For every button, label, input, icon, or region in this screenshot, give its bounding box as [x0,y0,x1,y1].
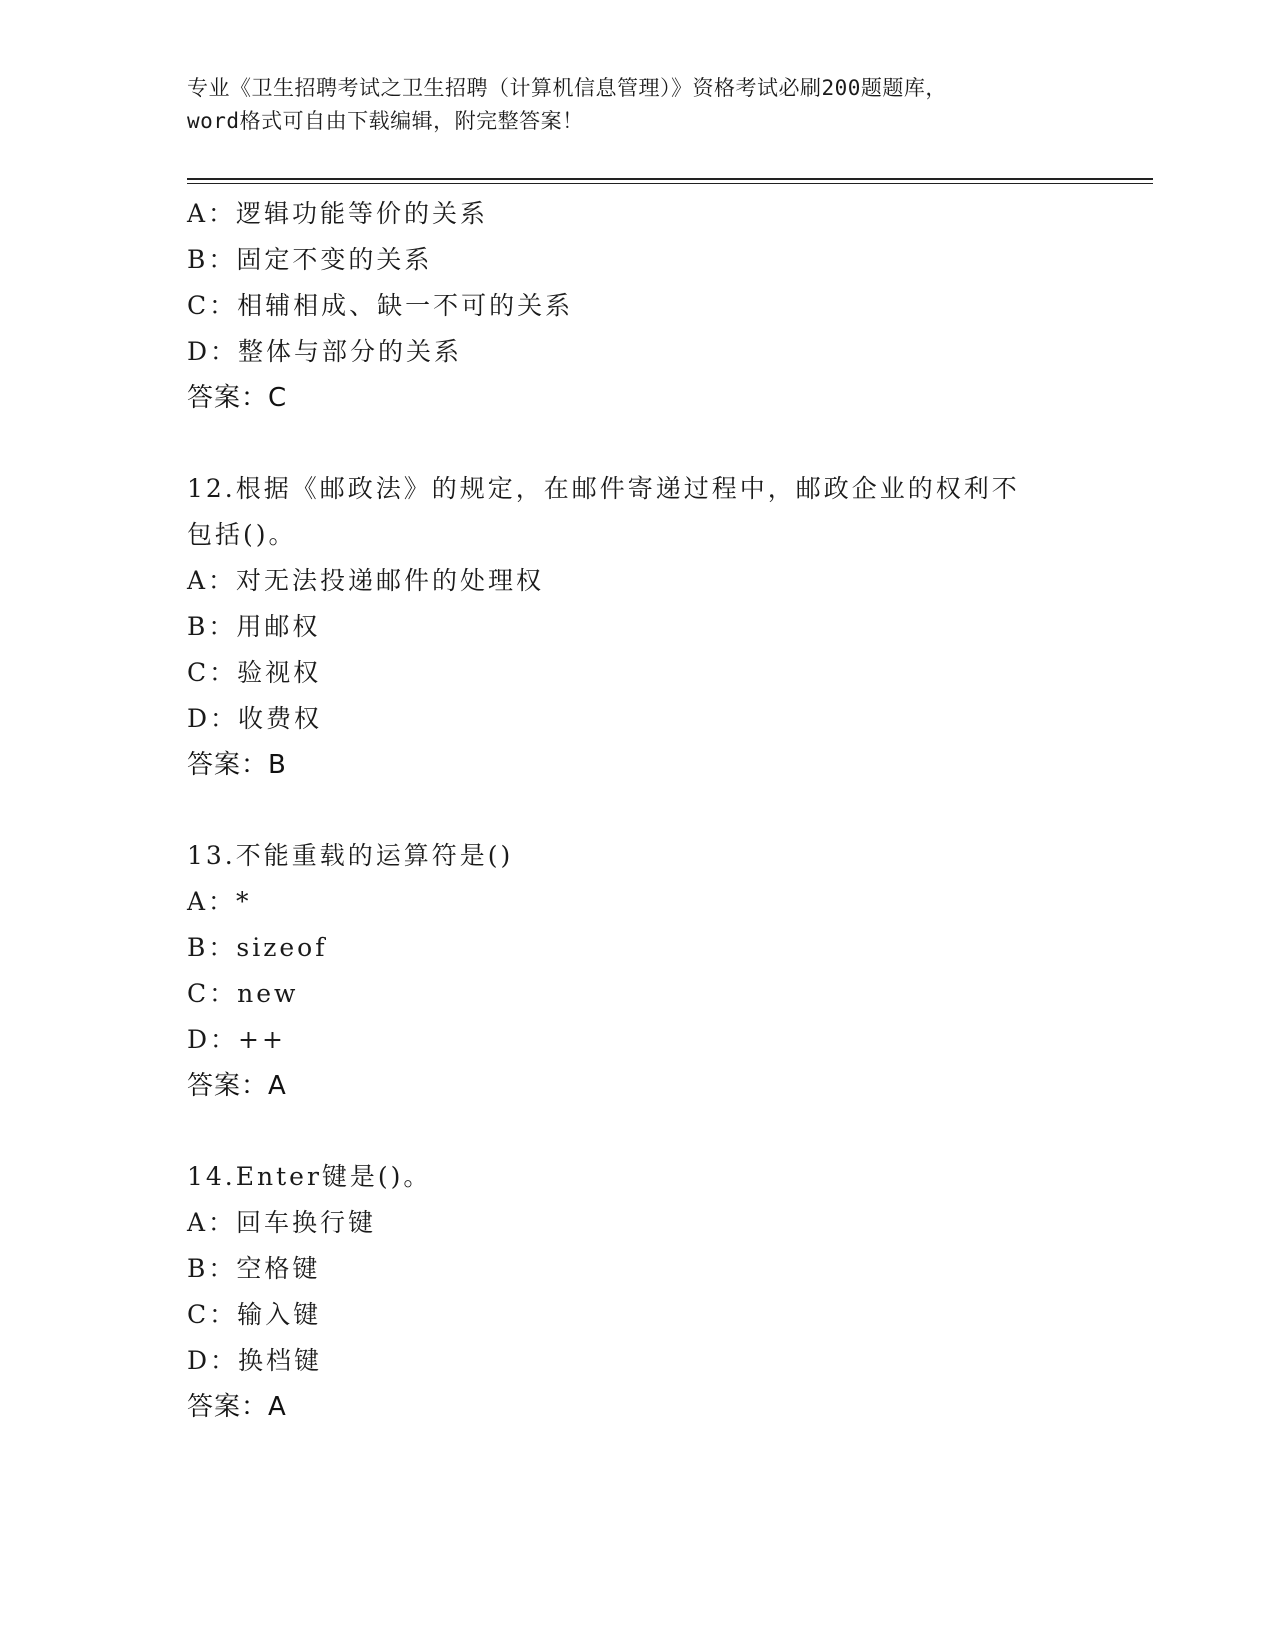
question-text: 14.Enter键是()。 [187,1162,432,1191]
option-b: B：用邮权 [187,612,321,641]
question-block-12 [187,466,1127,788]
option-b: B：sizeof [187,933,328,962]
header-title-line-2: word格式可自由下载编辑，附完整答案！ [187,109,584,133]
option-a: A：对无法投递邮件的处理权 [187,566,545,595]
document-header [187,72,1087,138]
question-list [187,191,1127,1430]
option-a: A：回车换行键 [187,1208,377,1237]
header-divider-thick [187,178,1153,180]
question-block-13 [187,833,1127,1109]
answer-label: 答案：B [187,750,287,780]
option-c: C：输入键 [187,1300,322,1329]
header-title-line-1: 专业《卫生招聘考试之卫生招聘（计算机信息管理）》资格考试必刷200题题库， [187,76,947,100]
option-a: A：* [187,887,252,916]
option-d: D：换档键 [187,1346,323,1375]
question-block-11 [187,191,1127,421]
answer-label: 答案：C [187,383,288,413]
option-b: B：空格键 [187,1254,321,1283]
option-c: C：new [187,979,299,1008]
option-c: C：验视权 [187,658,322,687]
block-spacer [187,421,1127,466]
answer-label: 答案：A [187,1071,287,1101]
question-block-14 [187,1154,1127,1430]
question-text: 13.不能重载的运算符是() [187,841,514,870]
option-d: D：收费权 [187,704,323,733]
block-spacer [187,1109,1127,1154]
question-text: 12.根据《邮政法》的规定，在邮件寄递过程中，邮政企业的权利不包括()。 [187,474,1020,549]
option-a: A：逻辑功能等价的关系 [187,199,489,228]
header-divider-thin [187,183,1153,184]
option-c: C：相辅相成、缺一不可的关系 [187,291,574,320]
option-d: D：整体与部分的关系 [187,337,463,366]
option-d: D：++ [187,1025,286,1054]
block-spacer [187,788,1127,833]
answer-label: 答案：A [187,1392,287,1422]
option-b: B：固定不变的关系 [187,245,433,274]
